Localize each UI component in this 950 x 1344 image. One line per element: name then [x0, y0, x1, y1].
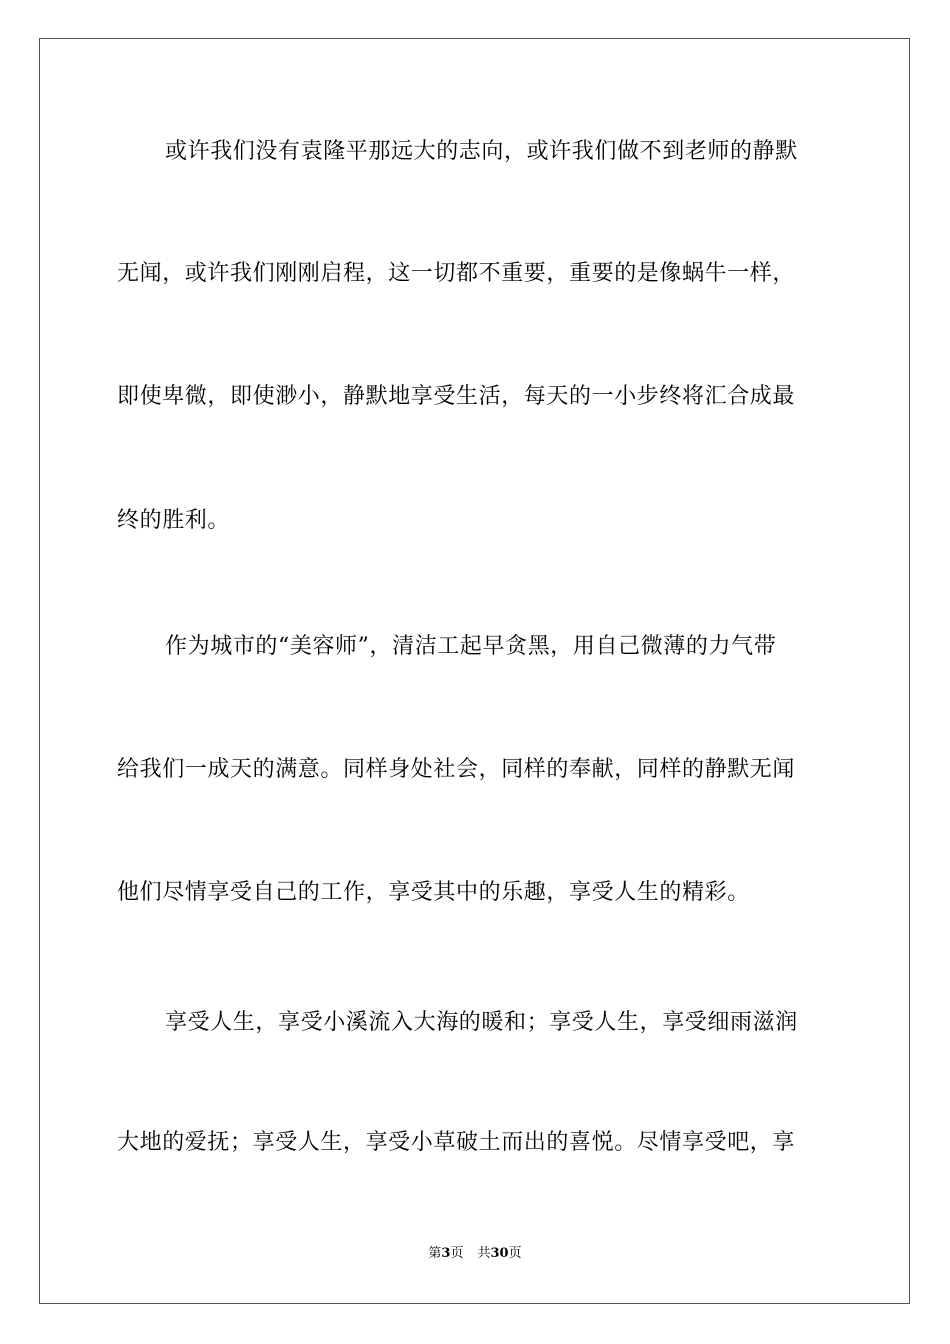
paragraph-1-line-2: 无闻，或许我们刚刚启程，这一切都不重要，重要的是像蜗牛一样， — [117, 261, 796, 286]
paragraph-1-line-4: 终的胜利。 — [117, 508, 231, 533]
total-prefix: 共 — [477, 1246, 491, 1261]
total-pages: 30 — [490, 1246, 509, 1261]
paragraph-1-line-1: 或许我们没有袁隆平那远大的志向，或许我们做不到老师的静默 — [165, 139, 798, 164]
paragraph-1-line-3: 即使卑微，即使渺小，静默地享受生活，每天的一小步终将汇合成最 — [117, 384, 796, 409]
page-number: 3 — [441, 1246, 451, 1261]
page-footer — [0, 1245, 950, 1263]
paragraph-2-line-2: 给我们一成天的满意。同样身处社会，同样的奉献，同样的静默无闻 — [117, 757, 796, 782]
page-border — [39, 38, 910, 1304]
page-suffix: 页 — [450, 1246, 464, 1261]
paragraph-2-line-1: 作为城市的“美容师”，清洁工起早贪黑，用自己微薄的力气带 — [165, 634, 777, 659]
paragraph-2-line-3: 他们尽情享受自己的工作，享受其中的乐趣，享受人生的精彩。 — [117, 880, 750, 905]
page-prefix: 第 — [428, 1246, 442, 1261]
paragraph-3-line-1: 享受人生，享受小溪流入大海的暖和；享受人生，享受细雨滋润 — [165, 1010, 798, 1035]
paragraph-3-line-2: 大地的爱抚；享受人生，享受小草破土而出的喜悦。尽情享受吧，享 — [117, 1130, 796, 1155]
total-suffix: 页 — [508, 1246, 522, 1261]
